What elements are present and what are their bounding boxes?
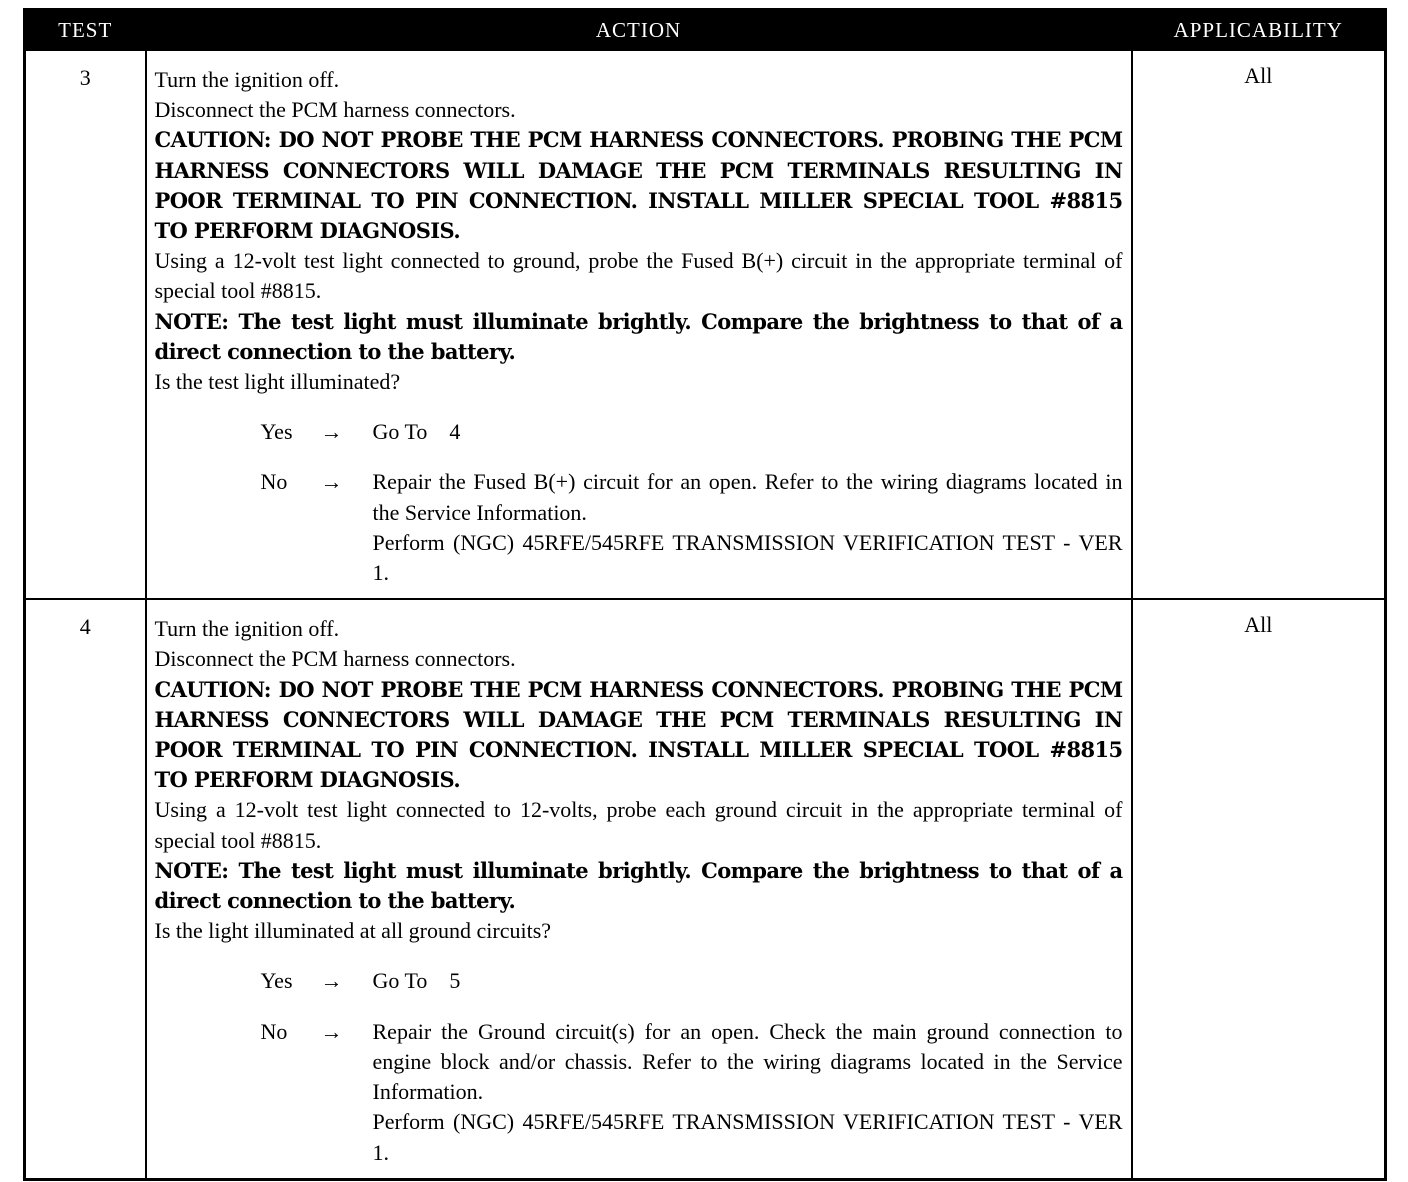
table-row-test-4 [25, 599, 1386, 1179]
note-text: NOTE: The test light must illuminate brightly. Compare the brightness to that of a direct connection to the battery. [154, 857, 1123, 914]
caution-text: CAUTION: DO NOT PROBE THE PCM HARNESS CONNECTORS. PROBING THE PCM HARNESS CONNECTORS WILL DAMAGE THE PCM TERMINALS RESULTING IN POOR TERMINAL TO PIN CONNECTION. INSTALL MILLER SPECIAL TOOL #8815 TO PERFORM DIAGNOSIS. [154, 127, 1123, 244]
outcome-no [261, 467, 1123, 588]
goto-result [373, 966, 1123, 996]
applicability-value: All [1132, 599, 1386, 1179]
repair-text: Repair the Fused B(+) circuit for an open. Refer to the wiring diagrams located in the Service Information. [372, 469, 1123, 525]
caution-text: CAUTION: DO NOT PROBE THE PCM HARNESS CONNECTORS. PROBING THE PCM HARNESS CONNECTORS WILL DAMAGE THE PCM TERMINALS RESULTING IN POOR TERMINAL TO PIN CONNECTION. INSTALL MILLER SPECIAL TOOL #8815 TO PERFORM DIAGNOSIS. [154, 676, 1123, 793]
arrow-right-icon: → [320, 1018, 343, 1044]
perform-text: Perform (NGC) 45RFE/545RFE TRANSMISSION VERIFICATION TEST - VER 1. [372, 529, 1123, 586]
instruction-line: Turn the ignition off. [154, 616, 340, 642]
procedure-text: Using a 12-volt test light connected to ground, probe the Fused B(+) circuit in the appropriate terminal of special tool #8815. [154, 248, 1123, 304]
instruction-line: Turn the ignition off. [154, 67, 340, 92]
goto-step: 4 [449, 419, 461, 445]
question-text: Is the test light illuminated? [154, 369, 401, 395]
header-action: ACTION [146, 10, 1132, 51]
table-header-row [25, 10, 1386, 51]
arrow-right-icon: → [320, 968, 343, 994]
outcome-no [261, 1017, 1123, 1168]
procedure-text: Using a 12-volt test light connected to 12-volts, probe each ground circuit in the appropriate terminal of special tool #8815. [154, 797, 1123, 853]
repair-text: Repair the Ground circuit(s) for an open. Check the main ground connection to engine block and/or chassis. Refer to the wiring diagrams located in the Service Information. [372, 1018, 1123, 1105]
applicability-value: All [1132, 50, 1386, 599]
answer-yes-label: Yes [260, 419, 293, 445]
outcome-yes [261, 417, 1123, 447]
outcome-yes [261, 966, 1123, 996]
test-number: 3 [25, 50, 146, 599]
goto-label: Go To [372, 419, 428, 445]
test-number: 4 [25, 599, 146, 1179]
answer-yes-label: Yes [260, 968, 293, 994]
question-text: Is the light illuminated at all ground circuits? [154, 918, 552, 944]
action-cell [146, 599, 1132, 1179]
note-text: NOTE: The test light must illuminate brightly. Compare the brightness to that of a direct connection to the battery. [154, 308, 1123, 364]
perform-text: Perform (NGC) 45RFE/545RFE TRANSMISSION VERIFICATION TEST - VER 1. [372, 1109, 1123, 1165]
action-cell [146, 50, 1132, 599]
answer-no-label: No [260, 1018, 288, 1044]
instruction-line: Disconnect the PCM harness connectors. [154, 646, 516, 672]
no-result [373, 467, 1123, 588]
goto-label: Go To [372, 968, 428, 994]
answer-no-label: No [260, 469, 288, 495]
no-result [373, 1017, 1123, 1168]
header-applicability: APPLICABILITY [1132, 10, 1386, 51]
goto-result [373, 417, 1123, 447]
arrow-right-icon: → [320, 469, 343, 495]
instruction-line: Disconnect the PCM harness connectors. [154, 97, 516, 123]
diagnostic-table [23, 8, 1387, 1181]
goto-step: 5 [449, 968, 461, 994]
table-row-test-3 [25, 50, 1386, 599]
arrow-right-icon: → [320, 419, 343, 445]
header-test: TEST [25, 10, 146, 51]
